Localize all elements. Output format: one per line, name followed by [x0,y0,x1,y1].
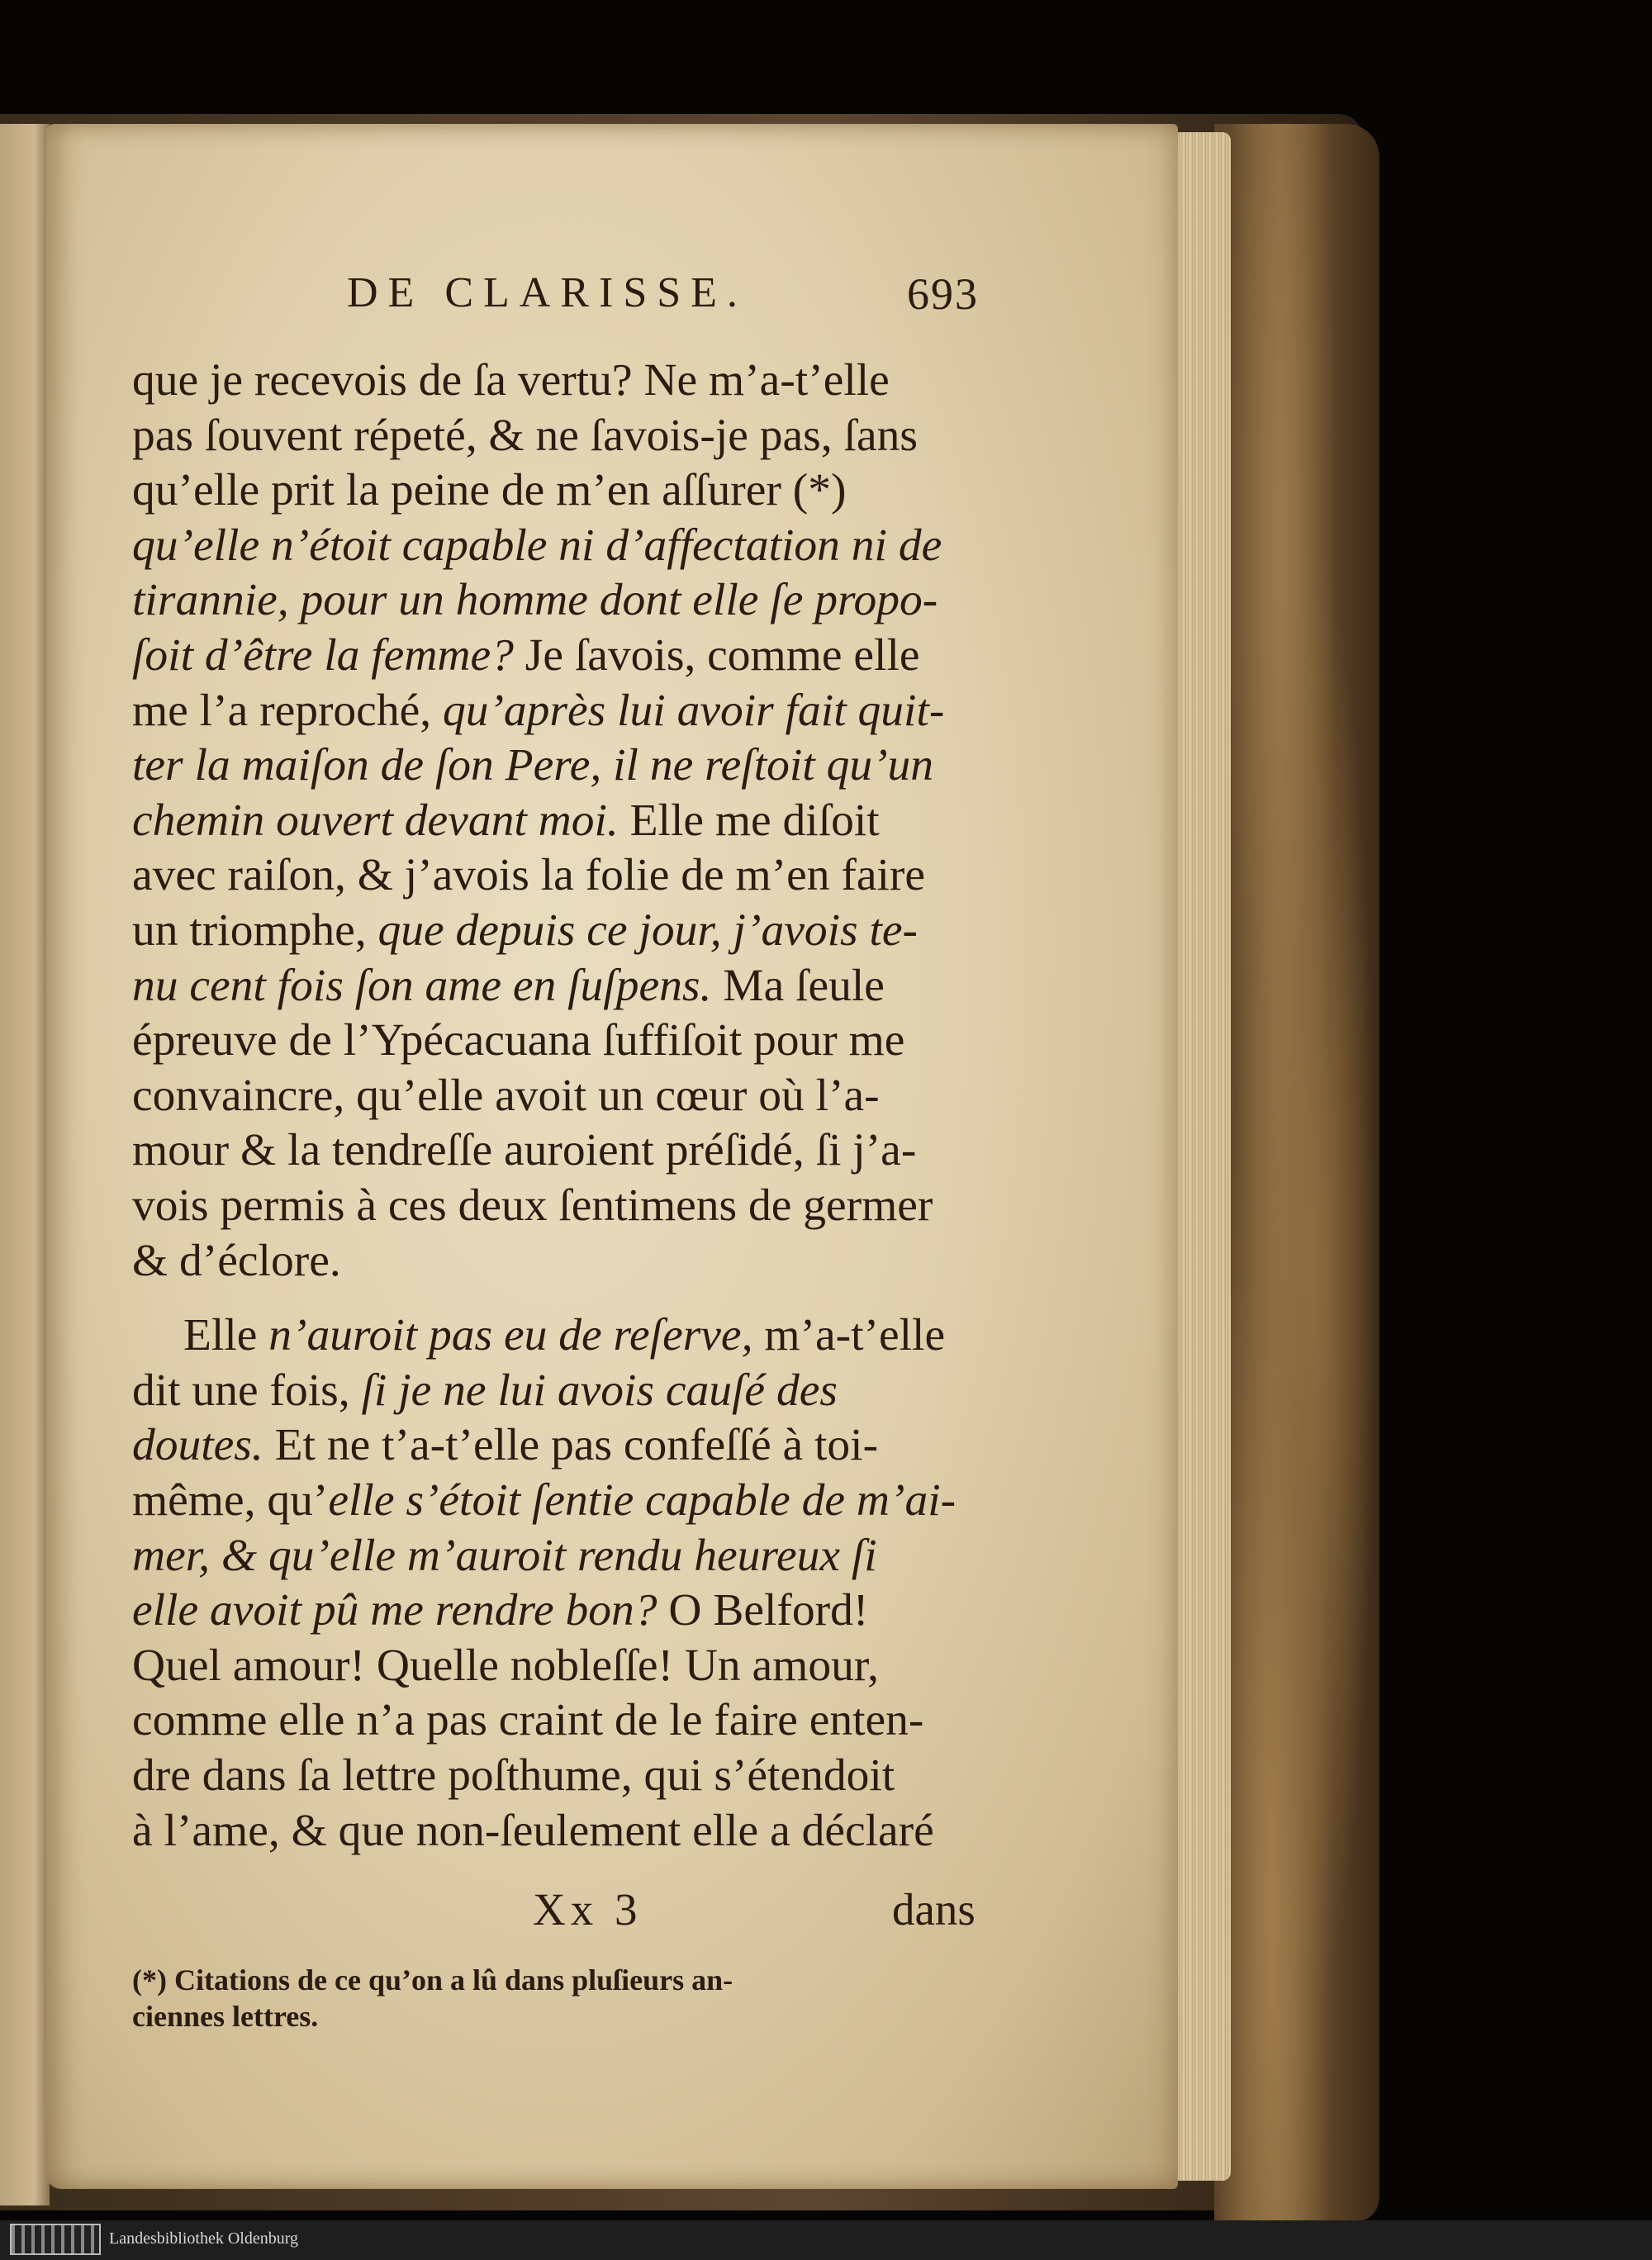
footnote-line: (*) Citations de ce qu’on a lû dans pluſieurs an- [132,1963,733,1996]
italic-text: ter la maiſon de ſon Pere, il ne reſtoit qu’un [132,740,934,791]
roman-text: un triomphe, [132,905,378,956]
italic-text: elle avoit pû me rendre bon? [132,1585,657,1636]
text-line [132,794,983,848]
roman-text: dit une fois, [132,1365,362,1416]
text-line [132,1693,983,1748]
roman-text: me l’a reproché, [132,685,443,736]
roman-text: vois permis à ces deux ſentimens de germer [132,1180,933,1231]
roman-text: Elle [183,1310,269,1361]
text-line [132,1234,983,1289]
text-line [132,1583,983,1638]
footnote-line: ciennes lettres. [132,2000,319,2033]
roman-text: O Belford! [657,1585,869,1636]
roman-text: Elle me diſoit [618,795,880,846]
roman-text: qu’elle prit la peine de m’en aſſurer (*) [132,465,847,516]
roman-text: Et ne t’a-t’elle pas confeſſé à toi- [263,1420,879,1471]
text-line [132,904,983,958]
italic-text: nu cent fois ſon ame en ſuſpens. [132,960,712,1011]
text-line [132,848,983,903]
text-line [132,1749,983,1803]
italic-text: ſoit d’être la femme? [132,630,514,681]
text-line [132,959,983,1014]
italic-text: qu’après lui avoir fait quit- [442,685,945,736]
text-line [132,684,983,738]
roman-text: à l’ame, & que non-ſeulement elle a déclaré [132,1805,934,1856]
text-line [183,1308,1034,1363]
roman-text: m’a-t’elle [752,1310,946,1361]
text-line [132,629,983,683]
roman-text: avec raiſon, & j’avois la folie de m’en faire [132,850,926,901]
roman-text: Ma ſeule [711,960,885,1011]
italic-text: ſi je ne lui avois cauſé des [361,1365,838,1416]
italic-text: que depuis ce jour, j’avois te- [377,905,919,956]
roman-text: que je recevois de ſa vertu? Ne m’a-t’elle [132,355,890,406]
text-line [132,1123,983,1178]
text-line [132,1014,983,1068]
roman-text: même, qu’ [132,1475,329,1526]
roman-text: Quel amour! Quelle nobleſſe! Un amour, [132,1640,879,1691]
italic-text: elle s’étoit ſentie capable de m’ai- [328,1475,957,1526]
roman-text: comme elle n’a pas craint de le faire enten- [132,1695,924,1746]
roman-text: pas ſouvent répeté, & ne ſavois-je pas, ſans [132,410,918,461]
italic-text: doutes. [132,1420,263,1471]
text-line [132,1069,983,1123]
italic-text: tirannie, pour un homme dont elle ſe propo- [132,575,938,626]
italic-text: chemin ouvert devant moi. [132,795,619,846]
text-line [132,409,983,463]
text-line [132,1639,983,1693]
running-head: DE CLARISSE. [347,269,748,316]
text-line [132,1364,983,1418]
italic-text: mer, & qu’elle m’auroit rendu heureux ſi [132,1530,877,1581]
text-line [132,573,983,628]
text-line [132,1179,983,1233]
text-line [132,463,983,518]
signature-mark: Xx 3 [533,1884,643,1935]
text-line [132,519,983,573]
italic-text: n’auroit pas eu de reſerve, [268,1310,753,1361]
roman-text: épreuve de l’Ypécacuana ſuffiſoit pour me [132,1015,905,1066]
page-number: 693 [907,269,979,319]
roman-text: dre dans ſa lettre poſthume, qui s’étendoit [132,1750,895,1801]
text-line [132,738,983,793]
text-line [132,354,983,408]
text-line [132,1804,983,1859]
roman-text: mour & la tendreſſe auroient préſidé, ſi j’a- [132,1125,917,1176]
text-line [132,1529,983,1583]
roman-text: Je ſavois, comme elle [513,630,920,681]
library-logo-icon [10,2224,101,2255]
text-line [132,1418,983,1473]
text-line [132,1474,983,1528]
roman-text: convaincre, qu’elle avoit un cœur où l’a- [132,1070,880,1121]
italic-text: qu’elle n’étoit capable ni d’affectation ni de [132,520,942,571]
catchword: dans [892,1884,976,1935]
roman-text: & d’éclore. [132,1235,341,1286]
library-name: Landesbibliothek Oldenburg [109,2229,299,2248]
